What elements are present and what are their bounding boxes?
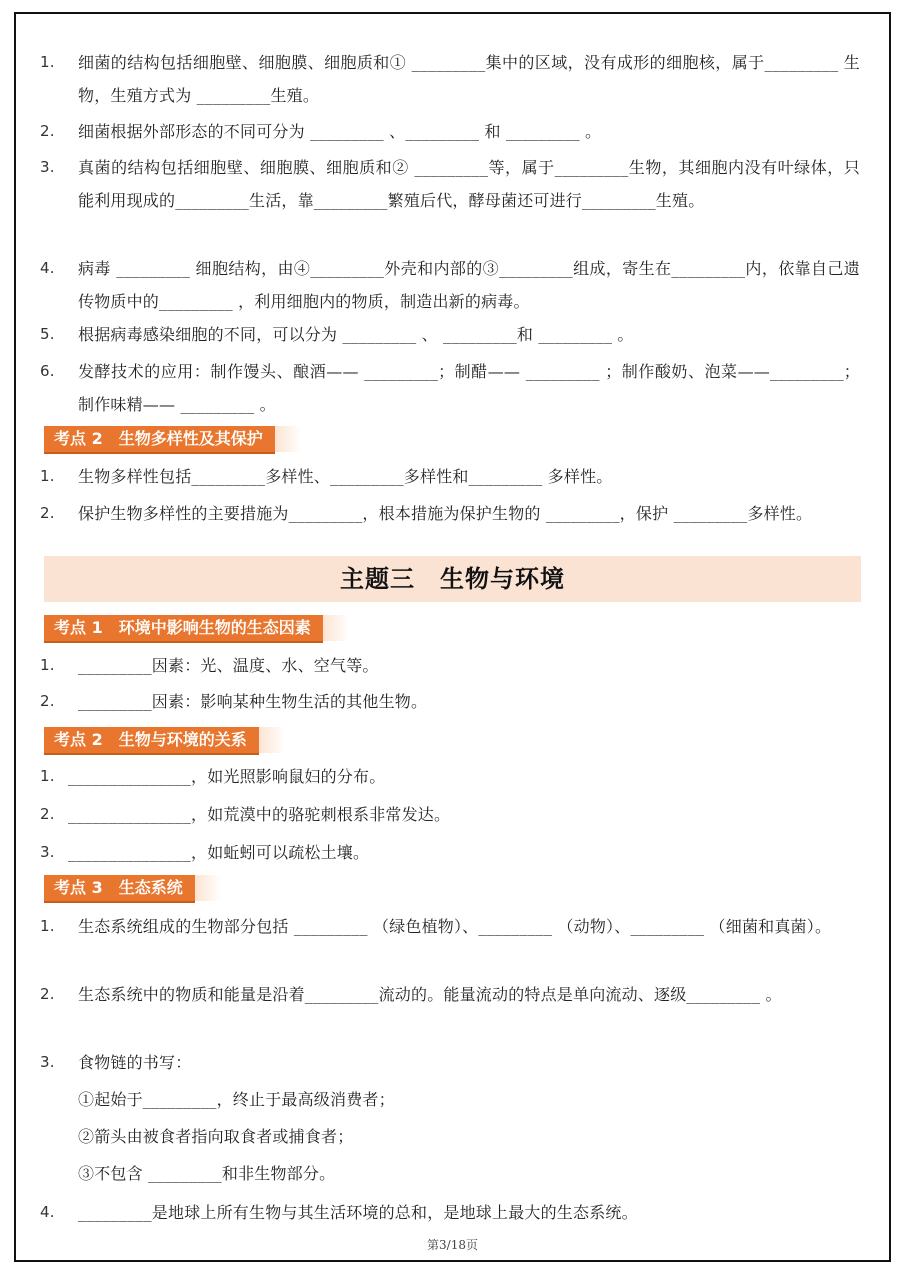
list-item: [40, 910, 860, 943]
section-tag-biodiversity: 考点 2 生物多样性及其保护: [44, 426, 275, 454]
item-number: 5.: [40, 325, 55, 343]
section-tag-organism-environment: 考点 2 生物与环境的关系: [44, 727, 259, 755]
item-number: 3.: [40, 843, 55, 861]
list-item: [40, 46, 860, 112]
item-text: _______________，如光照影响鼠妇的分布。: [68, 767, 386, 786]
item-text: 食物链的书写：: [78, 1053, 192, 1072]
item-number: 1.: [40, 767, 55, 785]
item-number: 2.: [40, 122, 55, 140]
item-text: _______________，如蚯蚓可以疏松土壤。: [68, 843, 370, 862]
item-number: 1.: [40, 917, 55, 935]
list-item: [40, 978, 860, 1011]
item-number: 2.: [40, 985, 55, 1003]
item-text: _________是地球上所有生物与其生活环境的总和，是地球上最大的生态系统。: [78, 1203, 638, 1222]
item-text: ②箭头由被食者指向取食者或捕食者；: [78, 1127, 354, 1146]
list-item: [40, 760, 860, 793]
section-tag-ecological-factors: 考点 1 环境中影响生物的生态因素: [44, 615, 323, 643]
item-number: 4.: [40, 1203, 55, 1221]
item-text: 保护生物多样性的主要措施为_________，根本措施为保护生物的 _________，保护 _________多样性。: [78, 504, 813, 523]
item-number: 3.: [40, 158, 55, 176]
item-text: 细菌的结构包括细胞壁、细胞膜、细胞质和① _________集中的区域，没有成形的细胞核，属于_________ 生物，生殖方式为 _________生殖。: [78, 53, 860, 105]
list-item: [40, 151, 860, 217]
list-item: [40, 497, 860, 530]
item-number: 1.: [40, 656, 55, 674]
theme-banner: 主题三 生物与环境: [44, 556, 861, 602]
item-number: 1.: [40, 53, 55, 71]
list-item: [40, 460, 860, 493]
item-text: _______________，如荒漠中的骆驼刺根系非常发达。: [68, 805, 451, 824]
item-text: ①起始于_________，终止于最高级消费者；: [78, 1090, 395, 1109]
list-item: [40, 252, 860, 318]
item-text: 生物多样性包括_________多样性、_________多样性和_________ 多样性。: [78, 467, 613, 486]
item-text: 发酵技术的应用：制作馒头、酿酒—— _________；制醋—— _________ ；制作酸奶、泡菜——_________；制作味精—— _________ 。: [78, 362, 860, 414]
item-number: 2.: [40, 805, 55, 823]
list-item: [40, 1157, 860, 1190]
list-item: [40, 1046, 860, 1079]
item-number: 2.: [40, 504, 55, 522]
list-item: [40, 836, 860, 869]
item-text: 细菌根据外部形态的不同可分为 _________ 、_________ 和 _________ 。: [78, 122, 602, 141]
list-item: [40, 355, 860, 421]
item-text: 真菌的结构包括细胞壁、细胞膜、细胞质和② _________等，属于_________生物，其细胞内没有叶绿体，只能利用现成的_________生活，靠_________繁殖后代，酵母菌还可进行_________生殖。: [78, 158, 860, 210]
item-text: 生态系统中的物质和能量是沿着_________流动的。能量流动的特点是单向流动、逐级_________ 。: [78, 985, 782, 1004]
list-item: [40, 685, 860, 718]
list-item: [40, 1120, 860, 1153]
item-number: 4.: [40, 259, 55, 277]
item-text: ③不包含 _________和非生物部分。: [78, 1164, 336, 1183]
list-item: [40, 1083, 860, 1116]
item-text: _________因素：影响某种生物生活的其他生物。: [78, 692, 428, 711]
list-item: [40, 115, 860, 148]
item-text: 生态系统组成的生物部分包括 _________ （绿色植物）、_________ （动物）、_________ （细菌和真菌）。: [78, 917, 832, 936]
list-item: [40, 649, 860, 682]
item-number: 1.: [40, 467, 55, 485]
list-item: [40, 798, 860, 831]
item-number: 2.: [40, 692, 55, 710]
list-item: [40, 318, 860, 351]
item-text: 病毒 _________ 细胞结构，由④_________外壳和内部的③_________组成，寄生在_________内，依靠自己遗传物质中的_________ ，利用细胞内的物质，制造出新的病毒。: [78, 259, 860, 311]
item-text: _________因素：光、温度、水、空气等。: [78, 656, 379, 675]
list-item: [40, 1196, 860, 1229]
section-tag-ecosystem: 考点 3 生态系统: [44, 875, 195, 903]
item-number: 6.: [40, 362, 55, 380]
item-text: 根据病毒感染细胞的不同，可以分为 _________ 、 _________和 _________ 。: [78, 325, 634, 344]
page-number: 第3/18页: [427, 1238, 478, 1252]
item-number: 3.: [40, 1053, 55, 1071]
